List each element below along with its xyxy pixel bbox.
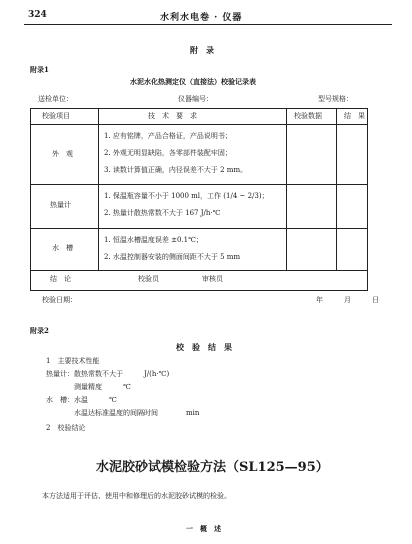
table-rule xyxy=(30,270,368,271)
sign-label: 校验员 xyxy=(138,275,159,283)
date-day: 日 xyxy=(372,296,379,304)
sign-label: 结 论 xyxy=(50,275,71,283)
result-line: 水 槽：水温 ℃ xyxy=(46,396,117,404)
section-heading: 一 概 述 xyxy=(186,524,221,533)
table-rule xyxy=(367,108,368,290)
row-item: 外 观 xyxy=(52,150,73,158)
table-rule xyxy=(30,290,368,291)
appendix2-title: 校 验 结 果 xyxy=(176,342,232,352)
column-header: 结 果 xyxy=(344,112,365,120)
intro-text: 本方法适用于评估、使用中和修理后的水泥胶砂试模的检验。 xyxy=(42,492,231,500)
requirement-line: 3. 读数计算值正确，内径误差不大于 2 mm。 xyxy=(104,166,248,174)
appendix1-label: 附录1 xyxy=(30,65,49,74)
table-rule xyxy=(286,108,287,270)
date-month: 月 xyxy=(344,296,351,304)
requirement-line: 1. 应有铭牌，产品合格证，产品说明书； xyxy=(104,132,232,140)
requirement-line: 1. 保温瓶容量不小于 1000 ml，工作 (1/4 ~ 2/3)； xyxy=(104,192,269,200)
field-unit: 送检单位： xyxy=(38,95,73,103)
result-line: 测量精度 ℃ xyxy=(46,383,131,391)
date-year: 年 xyxy=(316,296,323,304)
field-instrument-no: 仪器编号： xyxy=(178,95,213,103)
date-label: 校验日期： xyxy=(42,296,77,304)
result-line: 热量计：散热常数不大于 J/(h·℃) xyxy=(46,370,170,378)
appendix2-label: 附录2 xyxy=(30,326,49,335)
requirement-line: 2. 热量计散热常数不大于 167 J/h·℃ xyxy=(104,209,221,217)
requirement-line: 2. 水温控制器安装的侧面间距不大于 5 mm xyxy=(104,253,241,261)
column-header: 校验数据 xyxy=(294,112,322,120)
header-rule xyxy=(24,24,392,25)
column-header: 校验项目 xyxy=(42,112,70,120)
sign-label: 审核员 xyxy=(202,275,223,283)
main-title: 水泥胶砂试模检验方法（SL125—95） xyxy=(96,460,329,475)
page-number: 324 xyxy=(28,10,47,20)
running-title: 水利水电卷 · 仪器 xyxy=(160,13,243,23)
table-rule xyxy=(98,108,99,270)
form-title: 水泥水化热测定仪（直接法）校验记录表 xyxy=(130,77,256,86)
table-rule xyxy=(30,108,31,290)
row-item: 水 槽 xyxy=(52,244,73,252)
calibration-table xyxy=(30,108,368,290)
table-rule xyxy=(336,108,337,270)
column-header: 技 术 要 求 xyxy=(148,112,197,120)
result-line: 水温达标准温度的间隔时间 min xyxy=(46,409,200,417)
result-line: 1 主要技术性能 xyxy=(46,357,100,365)
table-rule xyxy=(30,108,368,109)
row-item: 热量计 xyxy=(50,201,71,209)
appendix-heading: 附 录 xyxy=(190,45,214,55)
requirement-line: 2. 外观无明显缺陷，各零部件装配牢固； xyxy=(104,149,232,157)
requirement-line: 1. 恒温水槽温度误差 ±0.1℃； xyxy=(104,236,203,244)
table-rule xyxy=(30,124,368,125)
result-line: 2 校验结论 xyxy=(46,424,86,432)
field-model: 型号规格： xyxy=(318,95,353,103)
table-rule xyxy=(30,184,368,185)
table-rule xyxy=(30,228,368,229)
